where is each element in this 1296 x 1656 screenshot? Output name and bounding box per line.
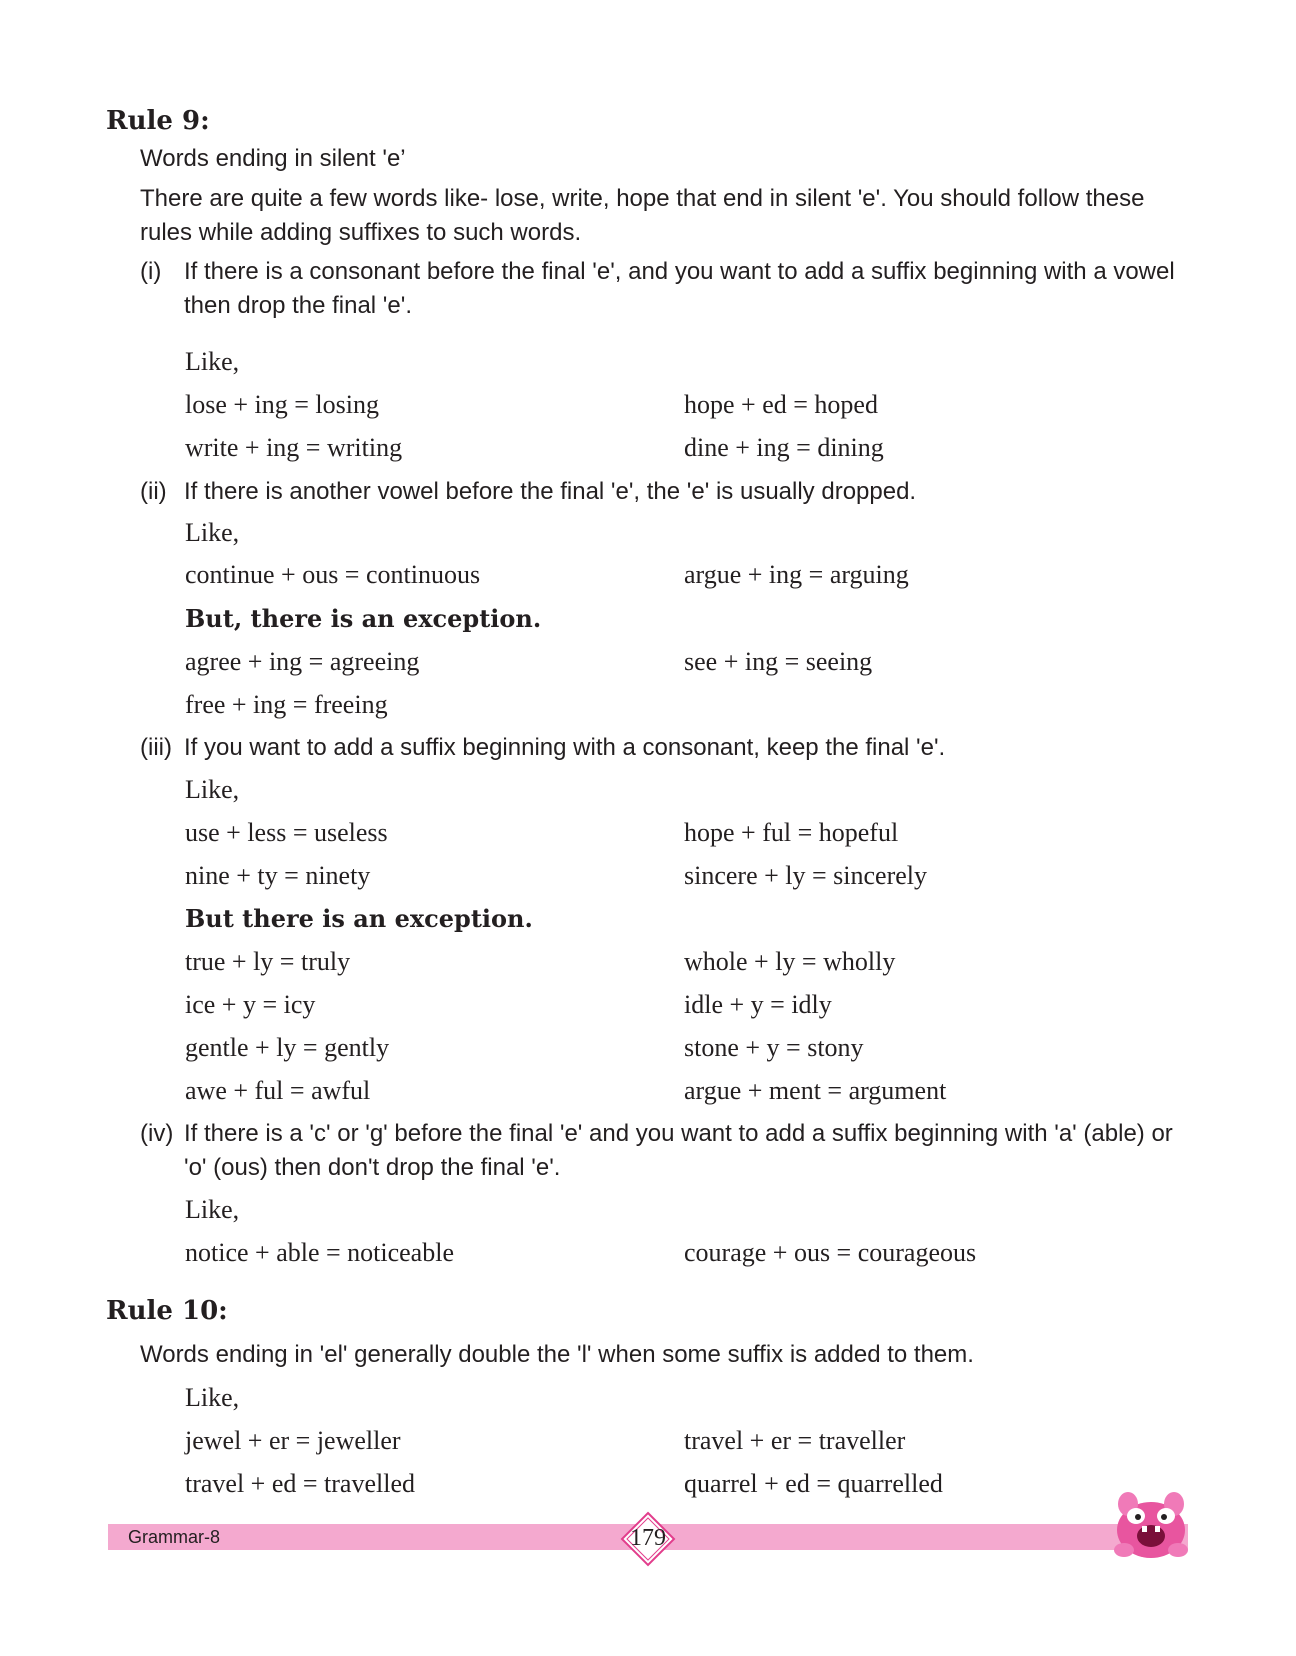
example: idle + y = idly — [684, 990, 832, 1019]
example: sincere + ly = sincerely — [684, 861, 928, 890]
example: nine + ty = ninety — [185, 861, 371, 890]
like-label: Like, — [185, 1383, 240, 1412]
example: awe + ful = awful — [185, 1076, 371, 1105]
like-label: Like, — [185, 1195, 240, 1224]
example: stone + y = stony — [684, 1033, 864, 1062]
page-number: 179 — [630, 1525, 666, 1551]
example: argue + ment = argument — [684, 1076, 947, 1105]
exception-heading: But, there is an exception. — [185, 604, 542, 633]
example: free + ing = freeing — [185, 690, 388, 719]
example: continue + ous = continuous — [185, 560, 481, 589]
example: hope + ed = hoped — [684, 390, 878, 419]
item-text: If you want to add a suffix beginning with a consonant, keep the final 'e'. — [184, 734, 946, 761]
example: notice + able = noticeable — [185, 1238, 454, 1267]
example: write + ing = writing — [185, 433, 403, 462]
rule-9-intro: There are quite a few words like- lose, write, hope that end in silent 'e'. You should follow these rules while adding suffixes to such words. — [140, 185, 1145, 246]
item-number: (i) — [140, 258, 162, 285]
footer-book-title: Grammar-8 — [128, 1527, 221, 1547]
example: whole + ly = wholly — [684, 947, 896, 976]
like-label: Like, — [185, 347, 240, 376]
example: travel + ed = travelled — [185, 1469, 416, 1498]
item-text: If there is a 'c' or 'g' before the final 'e' and you want to add a suffix beginning with 'a' (able) or 'o' (ous) then don't drop the final 'e'. — [184, 1120, 1173, 1181]
rule-10-heading: Rule 10: — [106, 1296, 228, 1326]
example: travel + er = traveller — [684, 1426, 906, 1455]
pink-monster-mascot-icon — [1108, 1486, 1194, 1562]
example: agree + ing = agreeing — [185, 647, 420, 676]
exception-heading: But there is an exception. — [185, 904, 533, 933]
rule-9-subtitle: Words ending in silent 'e’ — [140, 145, 406, 172]
example: dine + ing = dining — [684, 433, 884, 462]
example: use + less = useless — [185, 818, 388, 847]
example: jewel + er = jeweller — [185, 1426, 401, 1455]
rule-9-heading: Rule 9: — [106, 106, 210, 136]
example: gentle + ly = gently — [185, 1033, 390, 1062]
item-text: If there is a consonant before the final 'e', and you want to add a suffix beginning with a vowel then drop the final 'e'. — [184, 258, 1175, 319]
item-number: (iv) — [140, 1120, 174, 1147]
item-number: (iii) — [140, 734, 172, 761]
example: argue + ing = arguing — [684, 560, 909, 589]
example: see + ing = seeing — [684, 647, 873, 676]
item-text: If there is another vowel before the final 'e', the 'e' is usually dropped. — [184, 478, 917, 505]
example: true + ly = truly — [185, 947, 351, 976]
example: quarrel + ed = quarrelled — [684, 1469, 943, 1498]
example: courage + ous = courageous — [684, 1238, 977, 1267]
example: lose + ing = losing — [185, 390, 379, 419]
rule-10-text: Words ending in 'el' generally double the 'l' when some suffix is added to them. — [140, 1341, 974, 1368]
example: hope + ful = hopeful — [684, 818, 899, 847]
example: ice + y = icy — [185, 990, 316, 1019]
like-label: Like, — [185, 518, 240, 547]
like-label: Like, — [185, 775, 240, 804]
item-number: (ii) — [140, 478, 167, 505]
